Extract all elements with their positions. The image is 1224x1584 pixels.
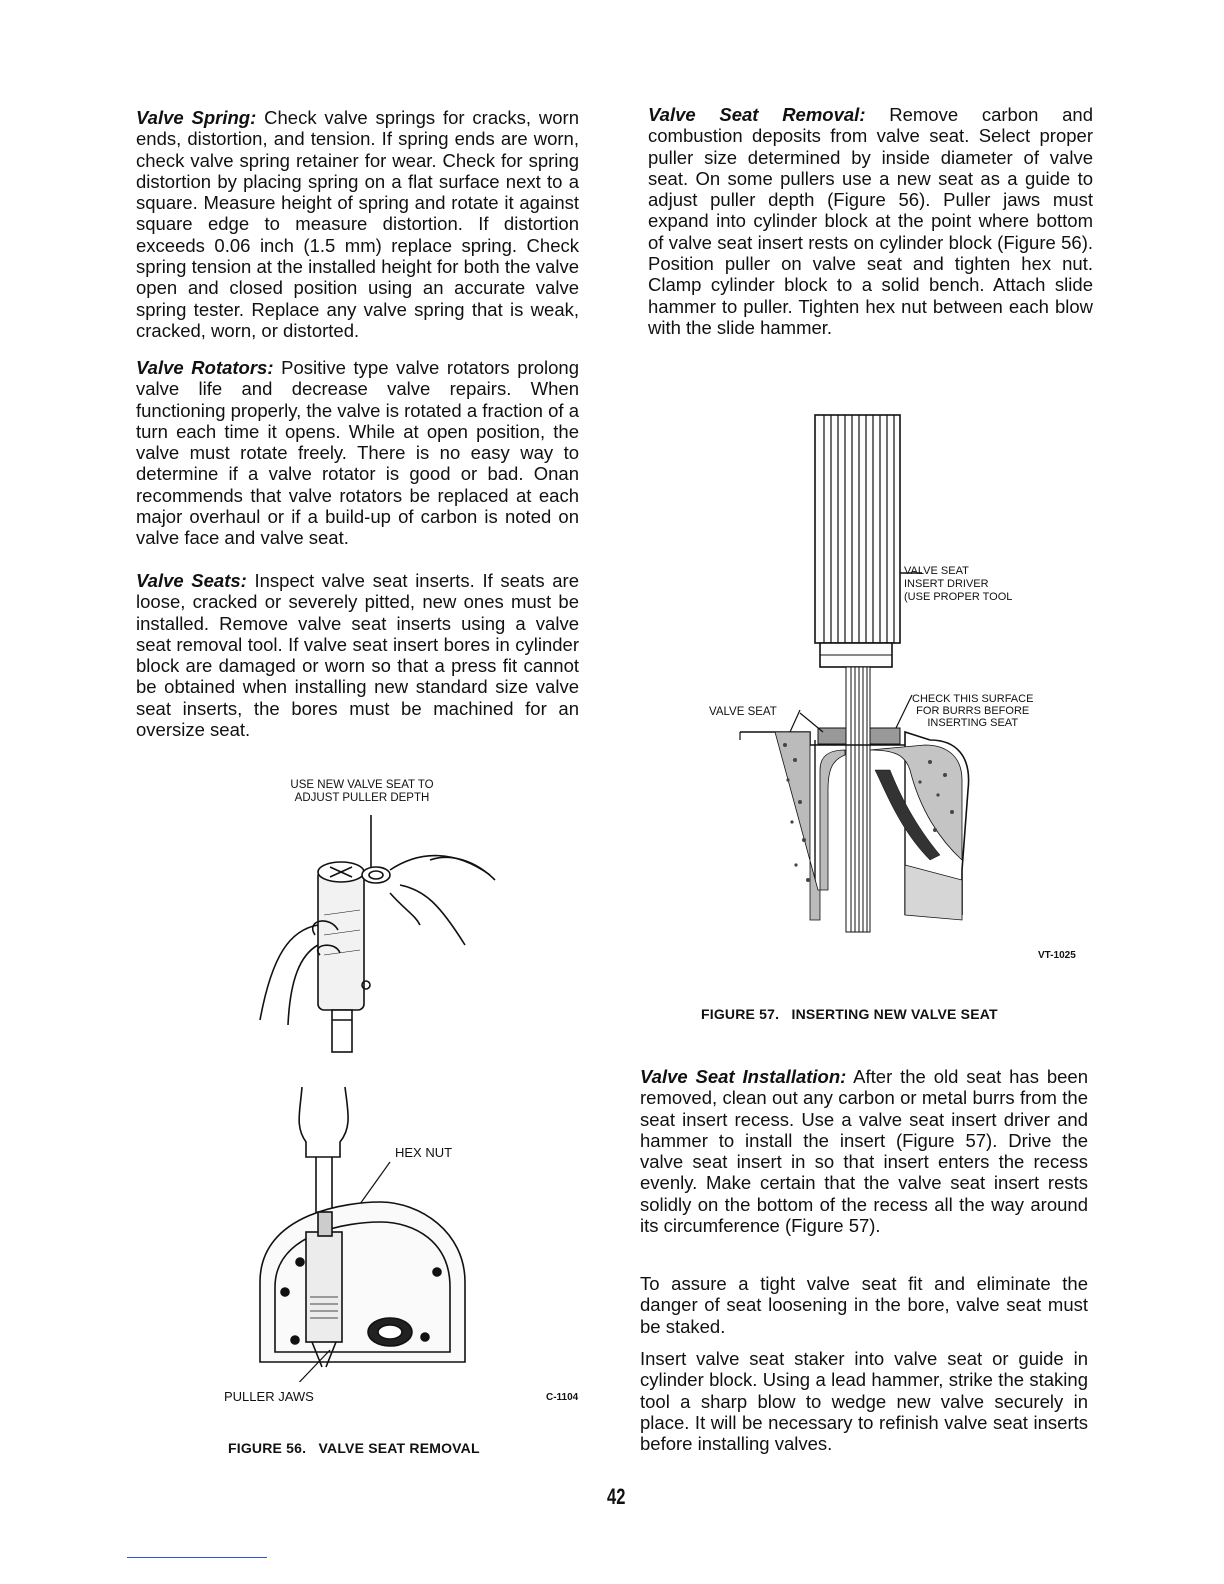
valve-seat-removal-heading: Valve Seat Removal:	[648, 104, 866, 125]
valve-rotators-paragraph	[136, 357, 579, 549]
figure57-label-driver: VALVE SEAT INSERT DRIVER (USE PROPER TOOL	[904, 565, 1013, 603]
figure56-label-hex-nut: HEX NUT	[395, 1145, 453, 1160]
valve-seat-removal-text: Remove carbon and combustion deposits from valve seat. Select proper puller size determined by inside diameter of valve seat. On some pullers use a new seat as a guide to adjust puller depth (Figure 56). Puller jaws must expand into cylinder block at the point where bottom of valve seat insert rests on cylinder block (Figure 56). Position puller on valve seat and tighten hex nut. Clamp cylinder block to a solid bench. Attach slide hammer to puller. Tighten hex nut between each blow with the slide hammer.	[648, 104, 1093, 338]
figure56-caption: FIGURE 56. VALVE SEAT REMOVAL	[228, 1440, 480, 1456]
figure57-label-valve-seat: VALVE SEAT	[709, 706, 777, 718]
figure56-code: C-1104	[546, 1392, 579, 1403]
figure56-label-new-seat: USE NEW VALVE SEAT TO ADJUST PULLER DEPTH	[290, 779, 434, 804]
figure57-illustration	[700, 410, 1000, 935]
valve-seat-installation-text: After the old seat has been removed, clean out any carbon or metal burrs from the seat insert recess. Use a valve seat insert driver and hammer to install the insert (Figure 57). Drive the valve seat insert in so that insert enters the recess evenly. Make certain that the valve seat insert rests solidly on the bottom of the recess all the way around its circumference (Figure 57).	[640, 1066, 1088, 1237]
valve-seats-text: Inspect valve seat inserts. If seats are loose, cracked or severely pitted, new ones must be installed. Remove valve seat inserts using a valve seat removal tool. If valve seat insert bores in cylinder block are damaged or worn so that a press fit cannot be obtained when installing new standard size valve seat inserts, the bores must be machined for an oversize seat.	[136, 570, 579, 741]
valve-seats-paragraph	[136, 570, 579, 740]
figure56-label-puller-jaws: PULLER JAWS	[224, 1389, 314, 1404]
figure57-caption: FIGURE 57. INSERTING NEW VALVE SEAT	[701, 1006, 998, 1022]
valve-seat-installation-paragraph	[640, 1066, 1088, 1236]
valve-rotators-heading: Valve Rotators:	[136, 357, 274, 378]
figure57-code: VT-1025	[1038, 950, 1076, 961]
valve-seat-installation-heading: Valve Seat Installation:	[640, 1066, 847, 1087]
footnote-rule	[127, 1557, 267, 1558]
valve-rotators-text: Positive type valve rotators prolong valve life and decrease valve repairs. When functioning properly, the valve is rotated a fraction of a turn each time it opens. While at open position, the valve must rotate freely. There is no easy way to determine if a valve rotator is good or bad. Onan recommends that valve rotators be replaced at each major overhaul or if a build-up of carbon is noted on valve face and valve seat.	[136, 357, 579, 549]
valve-seats-heading: Valve Seats:	[136, 570, 247, 591]
staker-note-paragraph: Insert valve seat staker into valve seat or guide in cylinder block. Using a lead hammer, strike the staking tool a sharp blow to wedge new valve securely in place. It will be necessary to refinish valve seat inserts before installing valves.	[640, 1348, 1088, 1455]
valve-spring-text: Check valve springs for cracks, worn ends, distortion, and tension. If spring ends are worn, check valve spring retainer for wear. Check for spring distortion by placing spring on a flat surface next to a square. Measure height of spring and rotate it against square edge to measure distortion. If distortion exceeds 0.06 inch (1.5 mm) replace spring. Check spring tension at the installed height for both the valve open and closed position using an accurate valve spring tester. Replace any valve spring that is weak, cracked, worn, or distorted.	[136, 107, 579, 341]
figure56-upper-illustration	[250, 815, 510, 1065]
figure57-label-check-surface: CHECK THIS SURFACE FOR BURRS BEFORE INSERTING SEAT	[912, 693, 1034, 729]
valve-spring-heading: Valve Spring:	[136, 107, 257, 128]
page-number: 42	[607, 1484, 626, 1509]
figure56-lower-illustration	[240, 1082, 480, 1382]
valve-spring-paragraph	[136, 107, 579, 341]
staking-note-paragraph: To assure a tight valve seat fit and eliminate the danger of seat loosening in the bore, valve seat must be staked.	[640, 1273, 1088, 1337]
valve-seat-removal-paragraph	[648, 104, 1093, 338]
